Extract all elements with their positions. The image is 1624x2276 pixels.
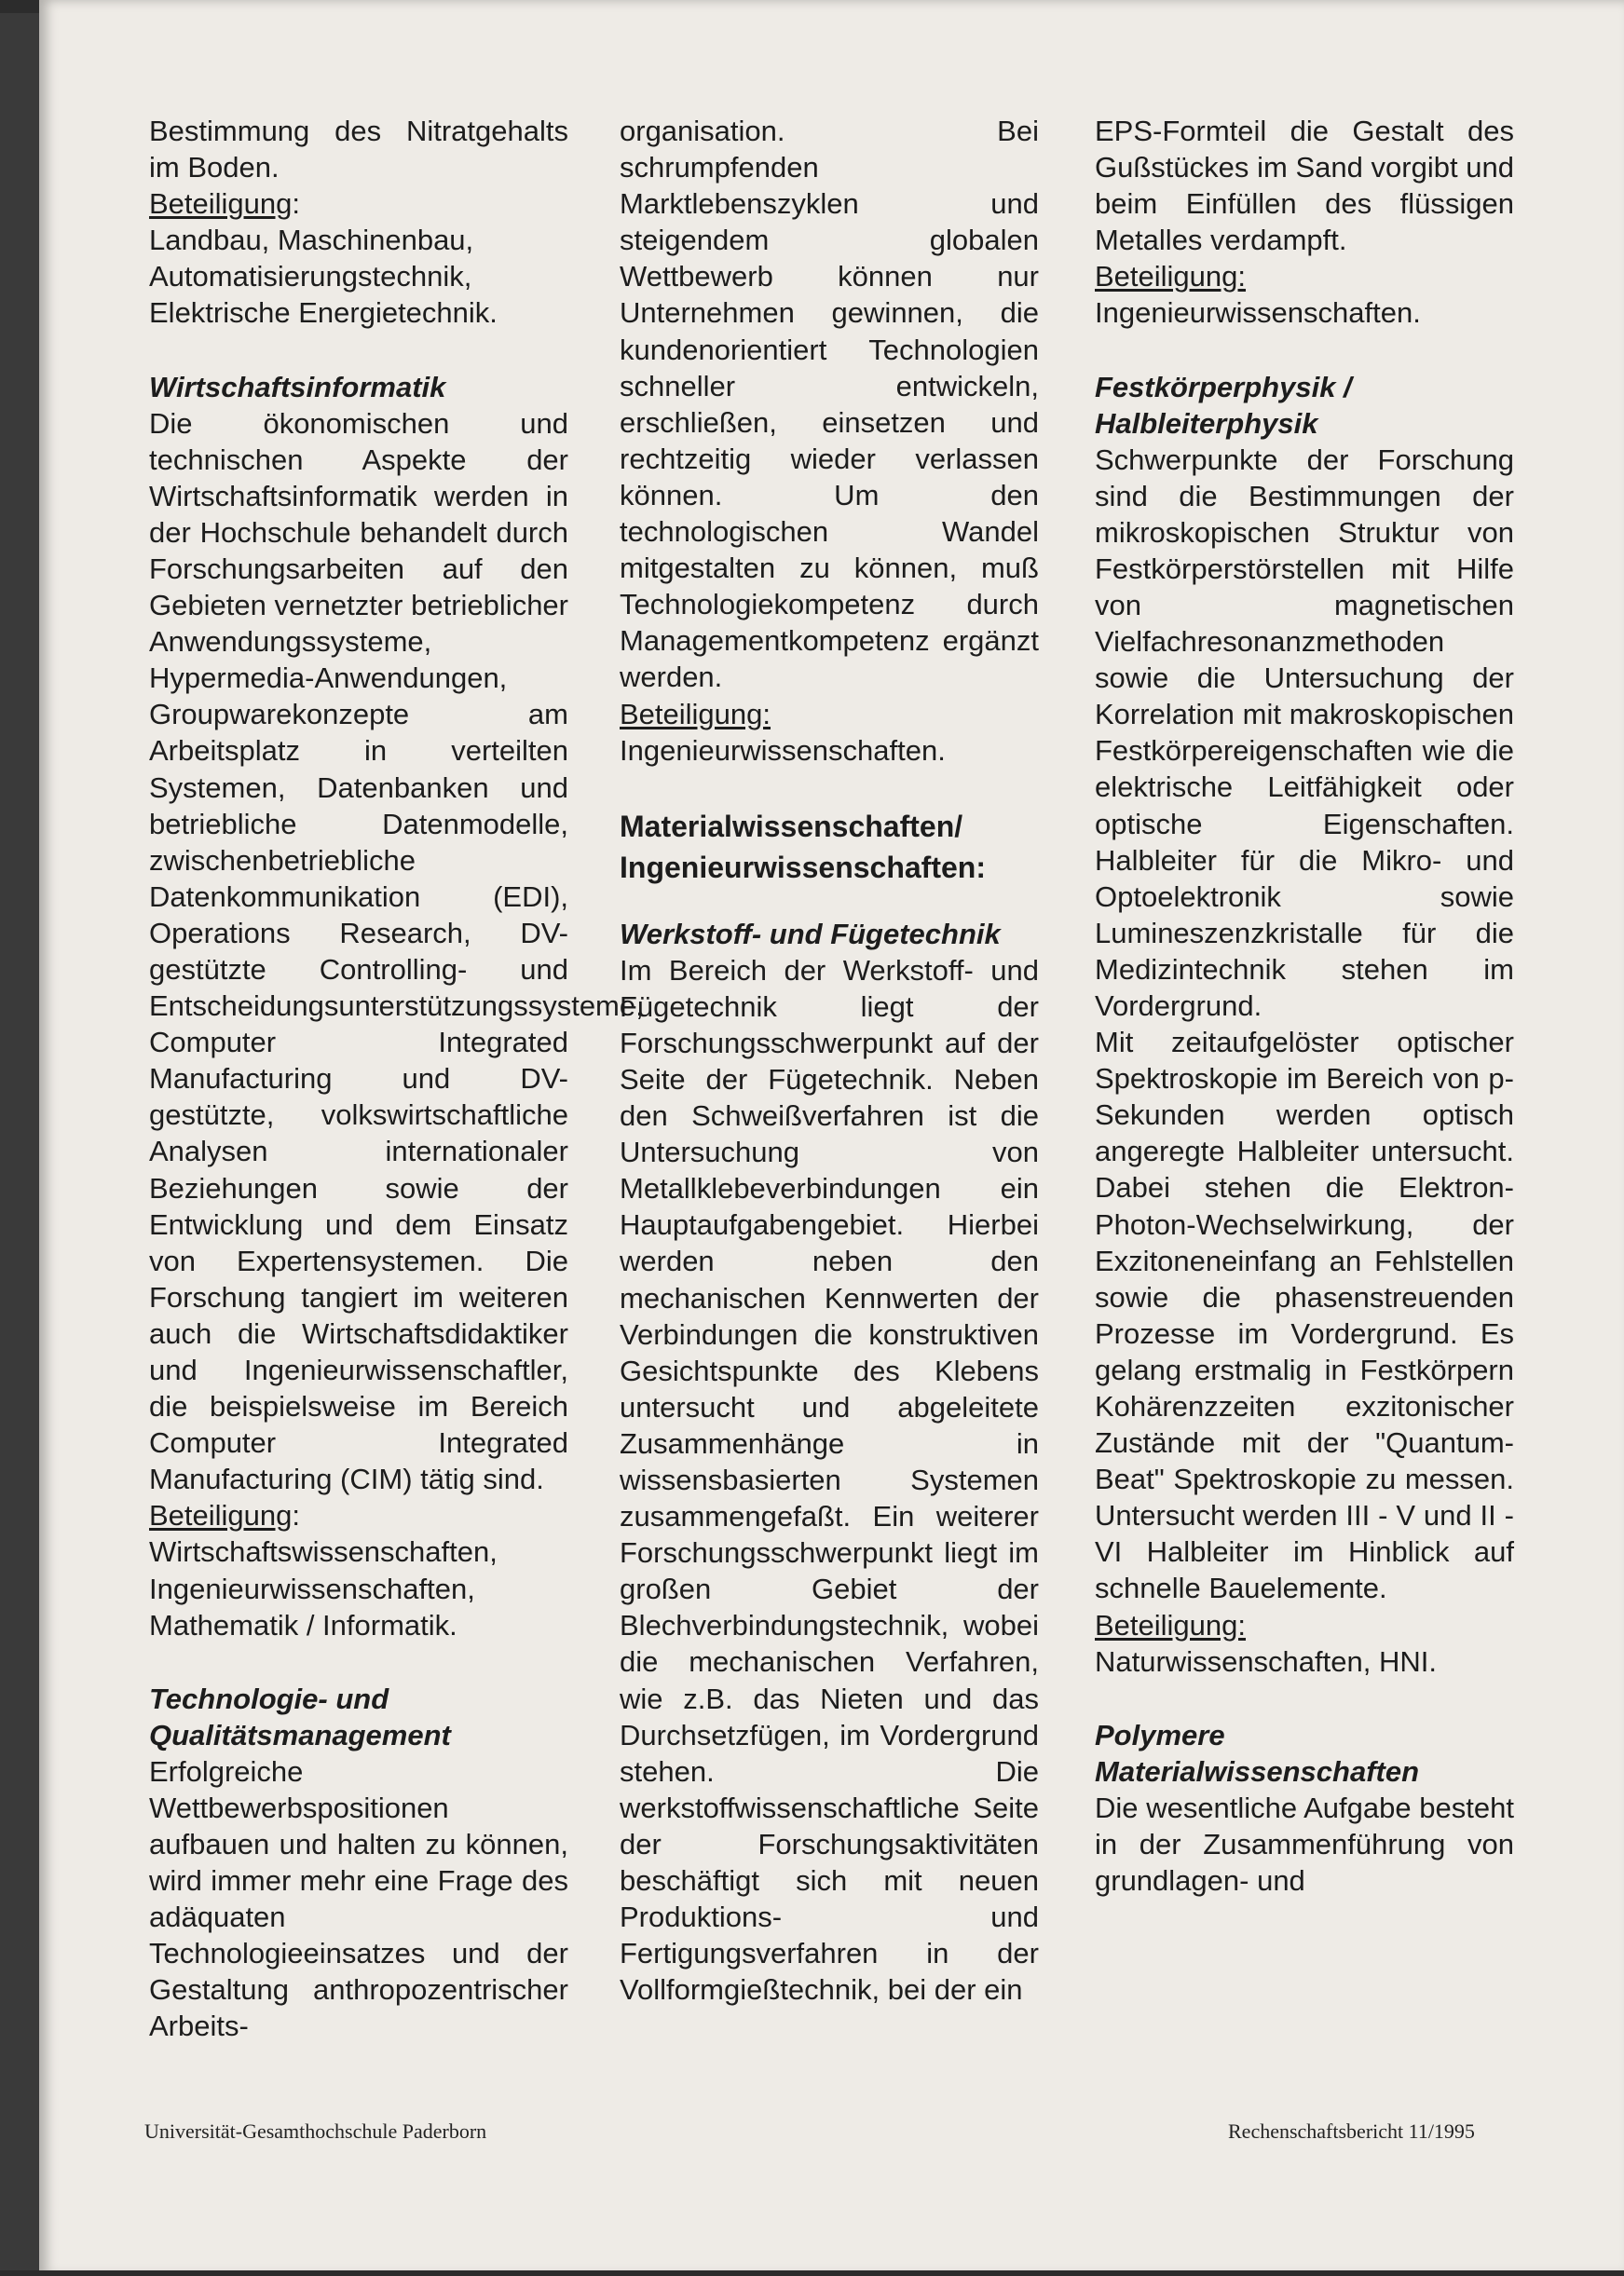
participation-block <box>149 185 568 331</box>
text-column-2 <box>620 113 1039 2008</box>
paragraph: Im Bereich der Werkstoff- und Fügetechnik liegt der Forschungsschwerpunkt auf der Seite der Fügetechnik. Neben den Schweißverfahren ist die Untersuchung von Metallklebeverbindungen ein Hauptaufgabengebiet. Hierbei werden neben den mechanischen Kennwerten der Verbindungen die konstruktiven Gesichtspunkte des Klebens untersucht und abgeleitete Zusammenhänge in wissensbasierten Systemen zusammengefaßt. Ein weiterer Forschungsschwerpunkt liegt im großen Gebiet der Blechverbindungstechnik, wobei die mechanischen Verfahren, wie z.B. das Nieten und das Durchsetzfügen, im Vordergrund stehen. Die werkstoffwissenschaftliche Seite der Forschungsaktivitäten beschäftigt sich mit neuen Produktions- und Fertigungsverfahren in der Vollformgießtechnik, bei der ein <box>620 953 1039 2007</box>
paragraph: Mit zeitaufgelöster optischer Spektroskopie im Bereich von p-Sekunden werden optisch angeregte Halbleiter untersucht. Dabei stehen die Elektron-Photon-Wechselwirkung, der Exzitoneneinfang an Fehlstellen sowie die phasenstreuenden Prozesse im Vordergrund. Es gelang erstmalig in Festkörpern Kohärenzzeiten exzitonischer Zustände mit der "Quantum-Beat" Spektroskopie zu messen. Untersucht werden III - V und II - VI Halbleiter im Hinblick auf schnelle Bauelemente. <box>1095 1026 1514 1605</box>
paragraph: EPS-Formteil die Gestalt des Gußstückes im Sand vorgibt und beim Einfüllen des flüssigen Metalles verdampft. <box>1095 115 1514 257</box>
section-heading-werkstoff: Werkstoff- und Fügetechnik <box>620 917 1001 950</box>
footer-report-title: Rechenschaftsbericht 11/1995 <box>1228 2119 1475 2143</box>
participation-text: Ingenieurwissenschaften. <box>620 733 946 767</box>
section-heading-festkoerperphysik: Festkörperphysik / Halbleiterphysik <box>1095 370 1352 440</box>
colon: : <box>292 1499 301 1533</box>
section-heading-technologie: Technologie- und Qualitätsmanagement <box>149 1682 451 1751</box>
paragraph: Die wesentliche Aufgabe besteht in der Zusammenführung von grundlagen- und <box>1095 1791 1514 1897</box>
colon: : <box>292 187 301 221</box>
text-column-1 <box>149 113 644 2045</box>
participation-block <box>1095 258 1514 331</box>
section-heading-materialwissenschaften: Materialwissenschaften/ Ingenieurwissenschaften: <box>620 809 986 884</box>
participation-block <box>1095 1607 1514 1680</box>
participation-text: Landbau, Maschinenbau, Automatisierungstechnik, Elektrische Energietechnik. <box>149 224 498 330</box>
participation-text: Wirtschaftswissenschaften, Ingenieurwissenschaften, Mathematik / Informatik. <box>149 1535 498 1642</box>
scan-bottom-edge <box>0 2270 1624 2276</box>
participation-text: Ingenieurwissenschaften. <box>1095 296 1421 330</box>
paragraph: Erfolgreiche Wettbewerbspositionen aufbauen und halten zu können, wird immer mehr eine Frage des adäquaten Technologieeinsatzes und der Gestaltung anthropozentrischer Arbeits- <box>149 1754 568 2043</box>
section-heading-polymere: Polymere Materialwissenschaften <box>1095 1718 1420 1788</box>
participation-block <box>620 696 1039 769</box>
footer-institution: Universität-Gesamthochschule Paderborn <box>144 2119 487 2143</box>
participation-label: Beteiligung <box>149 1499 293 1533</box>
participation-text: Naturwissenschaften, HNI. <box>1095 1644 1437 1678</box>
participation-label: Beteiligung <box>149 187 293 221</box>
participation-label: Beteiligung: <box>620 697 771 730</box>
paragraph: Die ökonomischen und technischen Aspekte der Wirtschaftsinformatik werden in der Hochschule behandelt durch Forschungsarbeiten auf den Gebieten vernetzter betrieblicher Anwendungssysteme, Hypermedia-Anwendungen, Groupwarekonzepte am Arbeitsplatz in verteilten Systemen, Datenbanken und betriebliche Datenmodelle, zwischenbetriebliche Datenkommunikation (EDI), Operations Research, DV-gestützte Controlling- und Entscheidungsunterstützungssysteme, Computer Integrated Manufacturing und DV-gestützte, volkswirtschaftliche Analysen internationaler Beziehungen sowie der Entwicklung und dem Einsatz von Expertensystemen. Die Forschung tangiert im weiteren auch die Wirtschaftsdidaktiker und Ingenieurwissenschaftler, die beispielsweise im Bereich Computer Integrated Manufacturing (CIM) tätig sind. <box>149 406 644 1496</box>
paragraph: Bestimmung des Nitratgehalts im Boden. <box>149 115 568 184</box>
text-column-3 <box>1095 113 1514 1899</box>
participation-block <box>149 1497 568 1642</box>
section-heading-wirtschaftsinformatik: Wirtschaftsinformatik <box>149 370 446 403</box>
participation-label: Beteiligung: <box>1095 1608 1247 1642</box>
paragraph: organisation. Bei schrumpfenden Marktlebenszyklen und steigendem globalen Wettbewerb können nur Unternehmen gewinnen, die kundenorientiert Technologien schneller entwickeln, erschließen, einsetzen und rechtzeitig wieder verlassen können. Um den technologischen Wandel mitgestalten zu können, muß Technologiekompetenz durch Managementkompetenz ergänzt werden. <box>620 115 1039 694</box>
paragraph: Schwerpunkte der Forschung sind die Bestimmungen der mikroskopischen Struktur von Festkörperstörstellen mit Hilfe von magnetischen Vielfachresonanzmethoden sowie die Untersuchung der Korrelation mit makroskopischen Festkörpereigenschaften wie die elektrische Leitfähigkeit oder optische Eigenschaften. Halbleiter für die Mikro- und Optoelektronik sowie Lumineszenzkristalle für die Medizintechnik stehen im Vordergrund. <box>1095 443 1514 1022</box>
participation-label: Beteiligung: <box>1095 260 1247 293</box>
